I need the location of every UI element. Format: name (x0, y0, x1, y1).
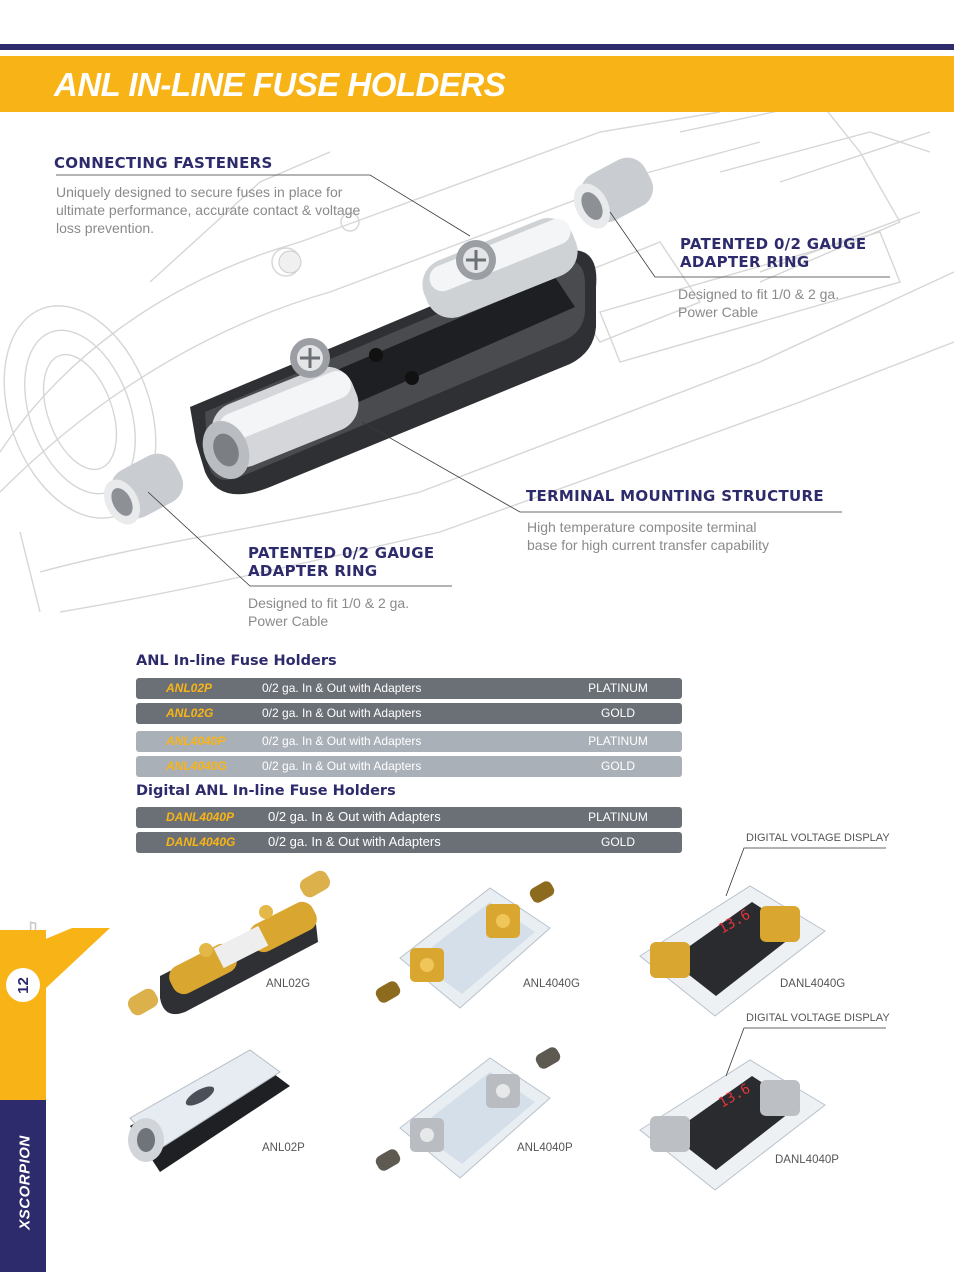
table-row (136, 703, 682, 724)
finish: GOLD (600, 835, 635, 849)
product-image-anl02g (120, 866, 340, 1026)
product-image-anl4040p (370, 1040, 570, 1190)
callout-adapter-bottom-title: PATENTED 0/2 GAUGE ADAPTER RING (248, 544, 435, 580)
product-label: ANL02P (262, 1142, 305, 1154)
description: 0/2 ga. In & Out with Adapters (262, 734, 422, 748)
anl-table-heading: ANL In-line Fuse Holders (136, 653, 337, 669)
product-label: DANL4040P (775, 1154, 839, 1166)
callout-adapter-top-text: Designed to fit 1/0 & 2 ga. Power Cable (678, 286, 840, 320)
sku: ANL4040G (166, 759, 227, 773)
description: 0/2 ga. In & Out with Adapters (268, 834, 441, 849)
header-rule (0, 44, 954, 50)
page-number: 12 (6, 968, 40, 1002)
digital-display-callout: DIGITAL VOLTAGE DISPLAY (746, 1012, 890, 1024)
description: 0/2 ga. In & Out with Adapters (268, 809, 441, 824)
finish: PLATINUM (588, 681, 648, 695)
table-row (136, 678, 682, 699)
product-image-anl4040g (370, 878, 570, 1028)
digital-display-leader (720, 840, 890, 900)
finish: GOLD (600, 706, 635, 720)
description: 0/2 ga. In & Out with Adapters (262, 706, 422, 720)
table-row (136, 756, 682, 777)
callout-adapter-top-title: PATENTED 0/2 GAUGE ADAPTER RING (680, 235, 867, 271)
product-label: ANL4040G (523, 978, 580, 990)
description: 0/2 ga. In & Out with Adapters (262, 681, 422, 695)
svg-text:13.6: 13.6 (716, 1080, 754, 1112)
table-row (136, 807, 682, 828)
finish: PLATINUM (588, 734, 648, 748)
product-label: DANL4040G (780, 978, 846, 990)
digital-display-leader (720, 1020, 890, 1080)
sku: ANL02P (166, 681, 213, 695)
table-row (136, 832, 682, 853)
sku: DANL4040G (166, 835, 236, 849)
sku: ANL4040P (166, 734, 226, 748)
title-band (0, 56, 954, 112)
callout-terminal-title: TERMINAL MOUNTING STRUCTURE (526, 487, 824, 505)
sku: DANL4040P (166, 810, 235, 824)
product-image-anl02p (120, 1046, 300, 1196)
callout-connecting-text: Uniquely designed to secure fuses in place for ultimate performance, accurate contact & voltage loss prevention. (56, 184, 361, 236)
callout-adapter-bottom-text: Designed to fit 1/0 & 2 ga. Power Cable (248, 595, 410, 629)
table-row (136, 731, 682, 752)
callout-connecting-title: CONNECTING FASTENERS (54, 154, 273, 172)
sku: ANL02G (166, 706, 214, 720)
digital-display-callout: DIGITAL VOLTAGE DISPLAY (746, 832, 890, 844)
digital-table-heading: Digital ANL In-line Fuse Holders (136, 783, 396, 799)
finish: GOLD (600, 759, 635, 773)
brand-logo: XSCORPION (16, 1135, 34, 1230)
description: 0/2 ga. In & Out with Adapters (262, 759, 422, 773)
callout-terminal-text: High temperature composite terminal base for high current transfer capability (527, 519, 770, 553)
finish: PLATINUM (588, 810, 648, 824)
page-title: ANL IN-LINE FUSE HOLDERS (54, 66, 506, 103)
svg-text:13.6: 13.6 (716, 906, 754, 938)
product-label: ANL02G (266, 978, 311, 990)
product-label: ANL4040P (517, 1142, 573, 1154)
